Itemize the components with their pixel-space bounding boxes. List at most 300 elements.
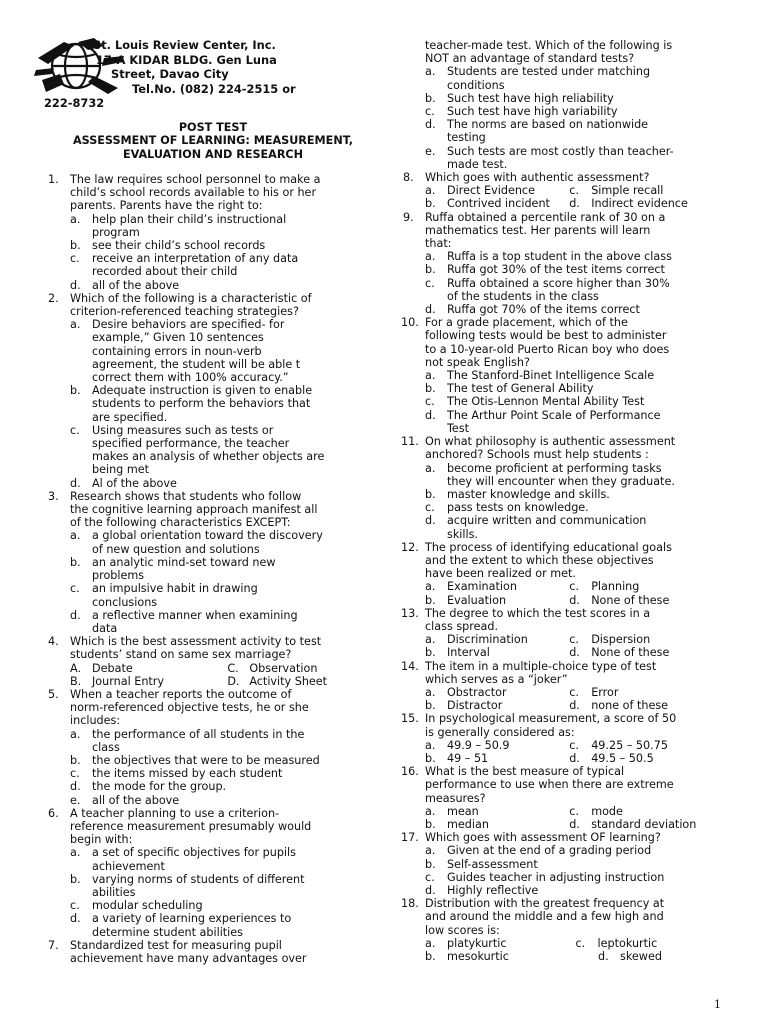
choice-item: [425, 92, 726, 105]
question-number: 10.: [401, 316, 419, 330]
choice-letter: d.: [569, 699, 580, 713]
choice-line: a variety of learning experiences to: [92, 912, 292, 926]
choice-line: Self-assessment: [447, 857, 538, 871]
question-text: measures?: [425, 791, 486, 805]
choice-line: The test of General Ability: [447, 382, 594, 396]
choice-line: modular scheduling: [92, 899, 203, 913]
choice-letter: d.: [569, 751, 580, 765]
question-text: What is the best measure of typical: [425, 765, 625, 779]
choice-item: [70, 582, 380, 608]
choice-text: [447, 382, 726, 395]
choice-letter: a.: [70, 318, 81, 332]
choice-letter: c.: [425, 870, 435, 884]
question-body: [70, 173, 380, 292]
choice-text: Obstractor: [447, 685, 507, 699]
choice-line: varying norms of students of different: [92, 872, 305, 886]
choice-text: skewed: [620, 950, 662, 964]
choice-letter: c.: [569, 738, 579, 752]
choice-line: Al of the above: [92, 476, 177, 490]
choice-letter: b.: [425, 699, 436, 713]
choice-line: determine student abilities: [92, 925, 244, 939]
question-item: [401, 316, 726, 435]
telephone-line: Tel.No. (082) 224-2515 or: [132, 81, 296, 96]
question-item: [46, 939, 380, 965]
choice-row: [425, 937, 726, 950]
choice-text: [447, 145, 726, 171]
question-number: 14.: [401, 659, 419, 673]
choice-letter: a.: [425, 936, 436, 950]
choice-letter: b.: [70, 872, 81, 886]
question-text: that:: [425, 237, 452, 251]
question-text: Research shows that students who follow: [70, 489, 302, 503]
address-line-1: 17-A KIDAR BLDG. Gen Luna: [96, 52, 277, 67]
question-text: is generally considered as:: [425, 725, 575, 739]
question-number: 3.: [48, 489, 59, 503]
choice-line: Such tests are most costly than teacher-: [447, 144, 674, 158]
question-number: 8.: [403, 171, 414, 185]
choice-text: [447, 105, 726, 118]
choice-line: specified performance, the teacher: [92, 437, 290, 451]
choice-line: Desire behaviors are specified- for: [92, 318, 285, 332]
question-text: begin with:: [70, 833, 133, 847]
choice-text: Contrived incident: [447, 197, 550, 211]
question-text: low scores is:: [425, 923, 500, 937]
question-text: child’s school records available to his or her: [70, 186, 317, 200]
question-text: students’ stand on same sex marriage?: [70, 648, 292, 662]
choice-letter: d.: [425, 118, 436, 132]
question-text: not speak English?: [425, 355, 530, 369]
choice-line: Guides teacher in adjusting instruction: [447, 870, 665, 884]
choice-item: [227, 662, 380, 675]
question-number: 4.: [48, 635, 59, 649]
choice-letter: a.: [425, 685, 436, 699]
choice-line: a global orientation toward the discovery: [92, 529, 323, 543]
choice-item: [576, 937, 727, 950]
question-body: [70, 635, 380, 688]
choice-item: [425, 303, 726, 316]
choice-letter: a.: [70, 727, 81, 741]
choice-item: [425, 594, 569, 607]
choice-item: [70, 529, 380, 555]
choice-letter: c.: [425, 105, 435, 119]
choice-text: 49.9 – 50.9: [447, 738, 510, 752]
question-text: and the extent to which these objectives: [425, 553, 654, 567]
choice-text: platykurtic: [447, 936, 507, 950]
choice-text: mesokurtic: [447, 950, 509, 964]
choice-text: Examination: [447, 580, 517, 594]
choice-line: class: [92, 740, 120, 754]
question-number: 7.: [48, 938, 59, 952]
choice-list: [70, 846, 380, 938]
choice-text: [447, 844, 726, 857]
choice-line: a set of specific objectives for pupils: [92, 846, 296, 860]
choice-text: Journal Entry: [92, 674, 165, 688]
choice-line: the mode for the group.: [92, 780, 227, 794]
question-number: 2.: [48, 291, 59, 305]
choice-line: conditions: [447, 78, 505, 92]
question-number: 6.: [48, 806, 59, 820]
choice-line: agreement, the student will be able t: [92, 357, 301, 371]
question-list: [401, 39, 726, 963]
question-text: In psychological measurement, a score of 50: [425, 712, 677, 726]
choice-item: [70, 213, 380, 239]
question-text: anchored? Schools must help students :: [425, 448, 649, 462]
question-text: Which is the best assessment activity to test: [70, 635, 322, 649]
choice-text: Observation: [249, 661, 318, 675]
question-text: For a grade placement, which of the: [425, 316, 628, 330]
choice-item: [70, 318, 380, 384]
choice-letter: b.: [425, 197, 436, 211]
choice-letter: b.: [70, 753, 81, 767]
choice-text: [92, 728, 380, 754]
question-body: [425, 39, 726, 171]
question-item: [46, 292, 380, 490]
choice-item: [425, 739, 569, 752]
choice-letter: A.: [70, 661, 82, 675]
choice-letter: d.: [70, 912, 81, 926]
question-text: Ruffa obtained a percentile rank of 30 on a: [425, 210, 666, 224]
choice-letter: b.: [70, 239, 81, 253]
choice-line: Such test have high variability: [447, 105, 618, 119]
choice-row: [425, 950, 726, 963]
choice-text: Distractor: [447, 699, 503, 713]
question-item: [401, 831, 726, 897]
choice-letter: b.: [425, 817, 436, 831]
letterhead: [0, 38, 380, 111]
choice-item: [70, 767, 380, 780]
choice-item: [425, 633, 569, 646]
choice-item: [227, 675, 380, 688]
title-line: POST TEST: [178, 121, 248, 134]
choice-text: [447, 395, 726, 408]
choice-item: [70, 899, 380, 912]
choice-letter: a.: [425, 184, 436, 198]
choice-line: pass tests on knowledge.: [447, 501, 589, 515]
question-number: 15.: [401, 712, 419, 726]
address-line-2: Street, Davao City: [111, 67, 229, 81]
choice-row: [425, 805, 726, 818]
choice-text: Simple recall: [591, 184, 664, 198]
choice-item: [425, 514, 726, 540]
choice-letter: d.: [425, 514, 436, 528]
choice-line: an analytic mind-set toward new: [92, 555, 276, 569]
question-text: of the following characteristics EXCEPT:: [70, 516, 291, 530]
choice-letter: c.: [575, 936, 586, 950]
choice-item: [425, 197, 569, 210]
choice-text: [447, 277, 726, 303]
choice-item: [569, 739, 726, 752]
question-text: A teacher planning to use a criterion-: [70, 806, 280, 820]
choice-line: The Stanford-Binet Intelligence Scale: [447, 369, 655, 383]
choice-item: [70, 846, 380, 872]
choice-item: [425, 858, 726, 871]
choice-letter: d.: [569, 197, 580, 211]
choice-item: [70, 912, 380, 938]
choice-line: Ruffa is a top student in the above class: [447, 250, 672, 264]
question-number: 12.: [401, 540, 419, 554]
choice-letter: a.: [70, 212, 81, 226]
choice-row: [425, 752, 726, 765]
choice-item: [425, 369, 726, 382]
choice-row: [425, 633, 726, 646]
choice-line: Ruffa obtained a score higher than 30%: [447, 276, 670, 290]
choice-text: [447, 488, 726, 501]
question-text: which serves as a “joker”: [425, 672, 568, 686]
choice-letter: b.: [425, 593, 436, 607]
question-body: [425, 831, 726, 897]
choice-item: [425, 937, 576, 950]
choice-list: [70, 529, 380, 635]
choice-text: Discrimination: [447, 633, 528, 647]
choice-letter: D.: [227, 674, 240, 688]
choice-item: [70, 239, 380, 252]
choice-text: [92, 582, 380, 608]
choice-line: become proficient at performing tasks: [447, 461, 662, 475]
right-column: [401, 39, 726, 963]
choice-line: students to perform the behaviors that: [92, 397, 311, 411]
question-text: Distribution with the greatest frequency at: [425, 897, 665, 911]
choice-list: [425, 844, 726, 897]
choice-letter: c.: [70, 767, 80, 781]
question-number: 16.: [401, 765, 419, 779]
choice-text: Indirect evidence: [591, 197, 688, 211]
choice-letter: d.: [70, 476, 81, 490]
question-body: [425, 316, 726, 435]
choice-line: acquire written and communication: [447, 514, 647, 528]
choice-row: [425, 699, 726, 712]
choice-text: Dispersion: [591, 633, 651, 647]
question-text: to a 10-year-old Puerto Rican boy who does: [425, 342, 670, 356]
choice-item: [425, 277, 726, 303]
choice-letter: b.: [425, 950, 436, 964]
choice-letter: d.: [70, 780, 81, 794]
choice-letter: c.: [70, 252, 80, 266]
choice-letter: a.: [425, 580, 436, 594]
choice-line: achievement: [92, 859, 165, 873]
choice-letter: c.: [569, 580, 579, 594]
choice-item: [425, 884, 726, 897]
choice-text: [92, 477, 380, 490]
choice-text: 49.5 – 50.5: [591, 751, 654, 765]
choice-text: Error: [591, 685, 619, 699]
choice-text: 49.25 – 50.75: [591, 738, 668, 752]
choice-item: [425, 580, 569, 593]
question-text: Which goes with authentic assessment?: [425, 171, 650, 185]
choice-text: [447, 858, 726, 871]
choice-text: [92, 318, 380, 384]
choice-text: [92, 794, 380, 807]
choice-line: help plan their child’s instructional: [92, 212, 287, 226]
choice-letter: d.: [569, 817, 580, 831]
choice-line: Ruffa got 70% of the items correct: [447, 303, 640, 317]
choice-list: [425, 462, 726, 541]
choice-list: [70, 318, 380, 490]
question-text: performance to use when there are extreme: [425, 778, 674, 792]
question-body: [70, 292, 380, 490]
question-text: mathematics test. Her parents will learn: [425, 223, 651, 237]
choice-letter: C.: [227, 661, 239, 675]
choice-text: [92, 384, 380, 424]
question-body: [425, 660, 726, 713]
question-text: achievement have many advantages over: [70, 951, 307, 965]
choice-item: [598, 950, 726, 963]
choice-item: [70, 384, 380, 424]
question-text: Standardized test for measuring pupil: [70, 938, 282, 952]
choice-letter: c.: [70, 899, 80, 913]
choice-item: [425, 395, 726, 408]
question-text: NOT an advantage of standard tests?: [425, 52, 635, 66]
choice-item: [569, 686, 726, 699]
choice-line: Students are tested under matching: [447, 65, 651, 79]
question-item: [401, 660, 726, 713]
choice-item: [425, 145, 726, 171]
choice-line: Adequate instruction is given to enable: [92, 384, 313, 398]
choice-item: [569, 184, 726, 197]
choice-letter: e.: [70, 793, 81, 807]
choice-row: [425, 686, 726, 699]
question-body: [425, 541, 726, 607]
question-item: [46, 173, 380, 292]
question-item: [401, 712, 726, 765]
choice-row: [425, 594, 726, 607]
choice-text: None of these: [591, 593, 670, 607]
choice-letter: c.: [569, 184, 579, 198]
choice-text: [447, 501, 726, 514]
choice-item: [569, 580, 726, 593]
left-column: [46, 173, 380, 965]
question-text: The law requires school personnel to make a: [70, 173, 321, 186]
question-body: [425, 171, 726, 211]
question-text: norm-referenced objective tests, he or she: [70, 701, 309, 715]
question-text: class spread.: [425, 619, 499, 633]
choice-letter: b.: [425, 751, 436, 765]
choice-text: standard deviation: [591, 817, 697, 831]
choice-item: [425, 818, 569, 831]
question-number: 1.: [48, 173, 59, 186]
choice-text: [447, 92, 726, 105]
choice-item: [569, 818, 726, 831]
choice-row: [70, 662, 380, 675]
choice-item: [569, 805, 726, 818]
choice-text: mean: [447, 804, 479, 818]
choice-text: None of these: [591, 646, 670, 660]
question-body: [425, 435, 726, 541]
choice-list: [425, 250, 726, 316]
question-text: Which goes with assessment OF learning?: [425, 831, 661, 845]
choice-item: [425, 699, 569, 712]
choice-line: see their child’s school records: [92, 239, 266, 253]
choice-line: a reflective manner when examining: [92, 608, 298, 622]
question-number: 13.: [401, 606, 419, 620]
choice-text: [92, 609, 380, 635]
choice-item: [425, 118, 726, 144]
choice-text: [92, 873, 380, 899]
choice-line: The Otis-Lennon Mental Ability Test: [447, 395, 645, 409]
question-text: The process of identifying educational goals: [425, 540, 672, 554]
choice-line: Test: [447, 421, 470, 435]
choice-letter: d.: [70, 608, 81, 622]
choice-list: [70, 728, 380, 807]
question-text: reference measurement presumably would: [70, 819, 312, 833]
choice-text: leptokurtic: [597, 936, 658, 950]
question-text: criterion-referenced teaching strategies?: [70, 305, 299, 319]
choice-item: [425, 263, 726, 276]
question-item: [401, 171, 726, 211]
choice-item: [70, 424, 380, 477]
choice-item: [569, 594, 726, 607]
choice-text: [447, 303, 726, 316]
choice-letter: d.: [70, 278, 81, 292]
choice-line: conclusions: [92, 595, 158, 609]
choice-letter: b.: [425, 263, 436, 277]
question-item: [401, 211, 726, 317]
choice-text: median: [447, 817, 489, 831]
question-number: 17.: [401, 831, 419, 845]
choice-line: Given at the end of a grading period: [447, 844, 652, 858]
choice-text: [447, 409, 726, 435]
choice-item: [70, 794, 380, 807]
choice-letter: b.: [425, 857, 436, 871]
question-text: have been realized or met.: [425, 567, 576, 581]
choice-letter: b.: [425, 487, 436, 501]
choice-letter: d.: [569, 646, 580, 660]
choice-item: [70, 252, 380, 278]
choice-list: [70, 213, 380, 292]
choice-text: Activity Sheet: [249, 674, 328, 688]
question-body: [425, 607, 726, 660]
choice-line: the objectives that were to be measured: [92, 753, 320, 767]
choice-text: [447, 884, 726, 897]
choice-item: [425, 950, 553, 963]
company-name: St. Louis Review Center, Inc.: [93, 38, 276, 52]
question-body: [425, 897, 726, 963]
choice-letter: d.: [425, 884, 436, 897]
choice-line: containing errors in noun-verb: [92, 344, 262, 358]
choice-item: [425, 686, 569, 699]
choice-text: [92, 556, 380, 582]
choice-letter: c.: [70, 582, 80, 596]
question-body: [70, 490, 380, 635]
page-number: 1: [714, 998, 721, 1011]
choice-letter: a.: [425, 250, 436, 264]
choice-letter: b.: [70, 384, 81, 398]
choice-item: [70, 662, 227, 675]
question-text: and around the middle and a few high and: [425, 910, 664, 924]
choice-line: they will encounter when they graduate.: [447, 474, 675, 488]
choice-line: of the students in the class: [447, 289, 599, 303]
choice-text: [447, 250, 726, 263]
choice-line: Highly reflective: [447, 884, 539, 897]
choice-item: [425, 871, 726, 884]
choice-line: are specified.: [92, 410, 168, 424]
choice-letter: b.: [425, 646, 436, 660]
choice-line: correct them with 100% accuracy.”: [92, 371, 289, 385]
question-body: [70, 939, 380, 965]
choice-line: Ruffa got 30% of the test items correct: [447, 263, 665, 277]
choice-line: data: [92, 621, 118, 635]
choice-item: [425, 646, 569, 659]
choice-letter: a.: [425, 461, 436, 475]
question-body: [425, 712, 726, 765]
choice-item: [425, 409, 726, 435]
question-item: [401, 541, 726, 607]
choice-letter: c.: [70, 423, 80, 437]
question-item: [46, 688, 380, 807]
choice-item: [425, 462, 726, 488]
choice-text: [92, 213, 380, 239]
question-item: [46, 635, 380, 688]
choice-row: [425, 580, 726, 593]
